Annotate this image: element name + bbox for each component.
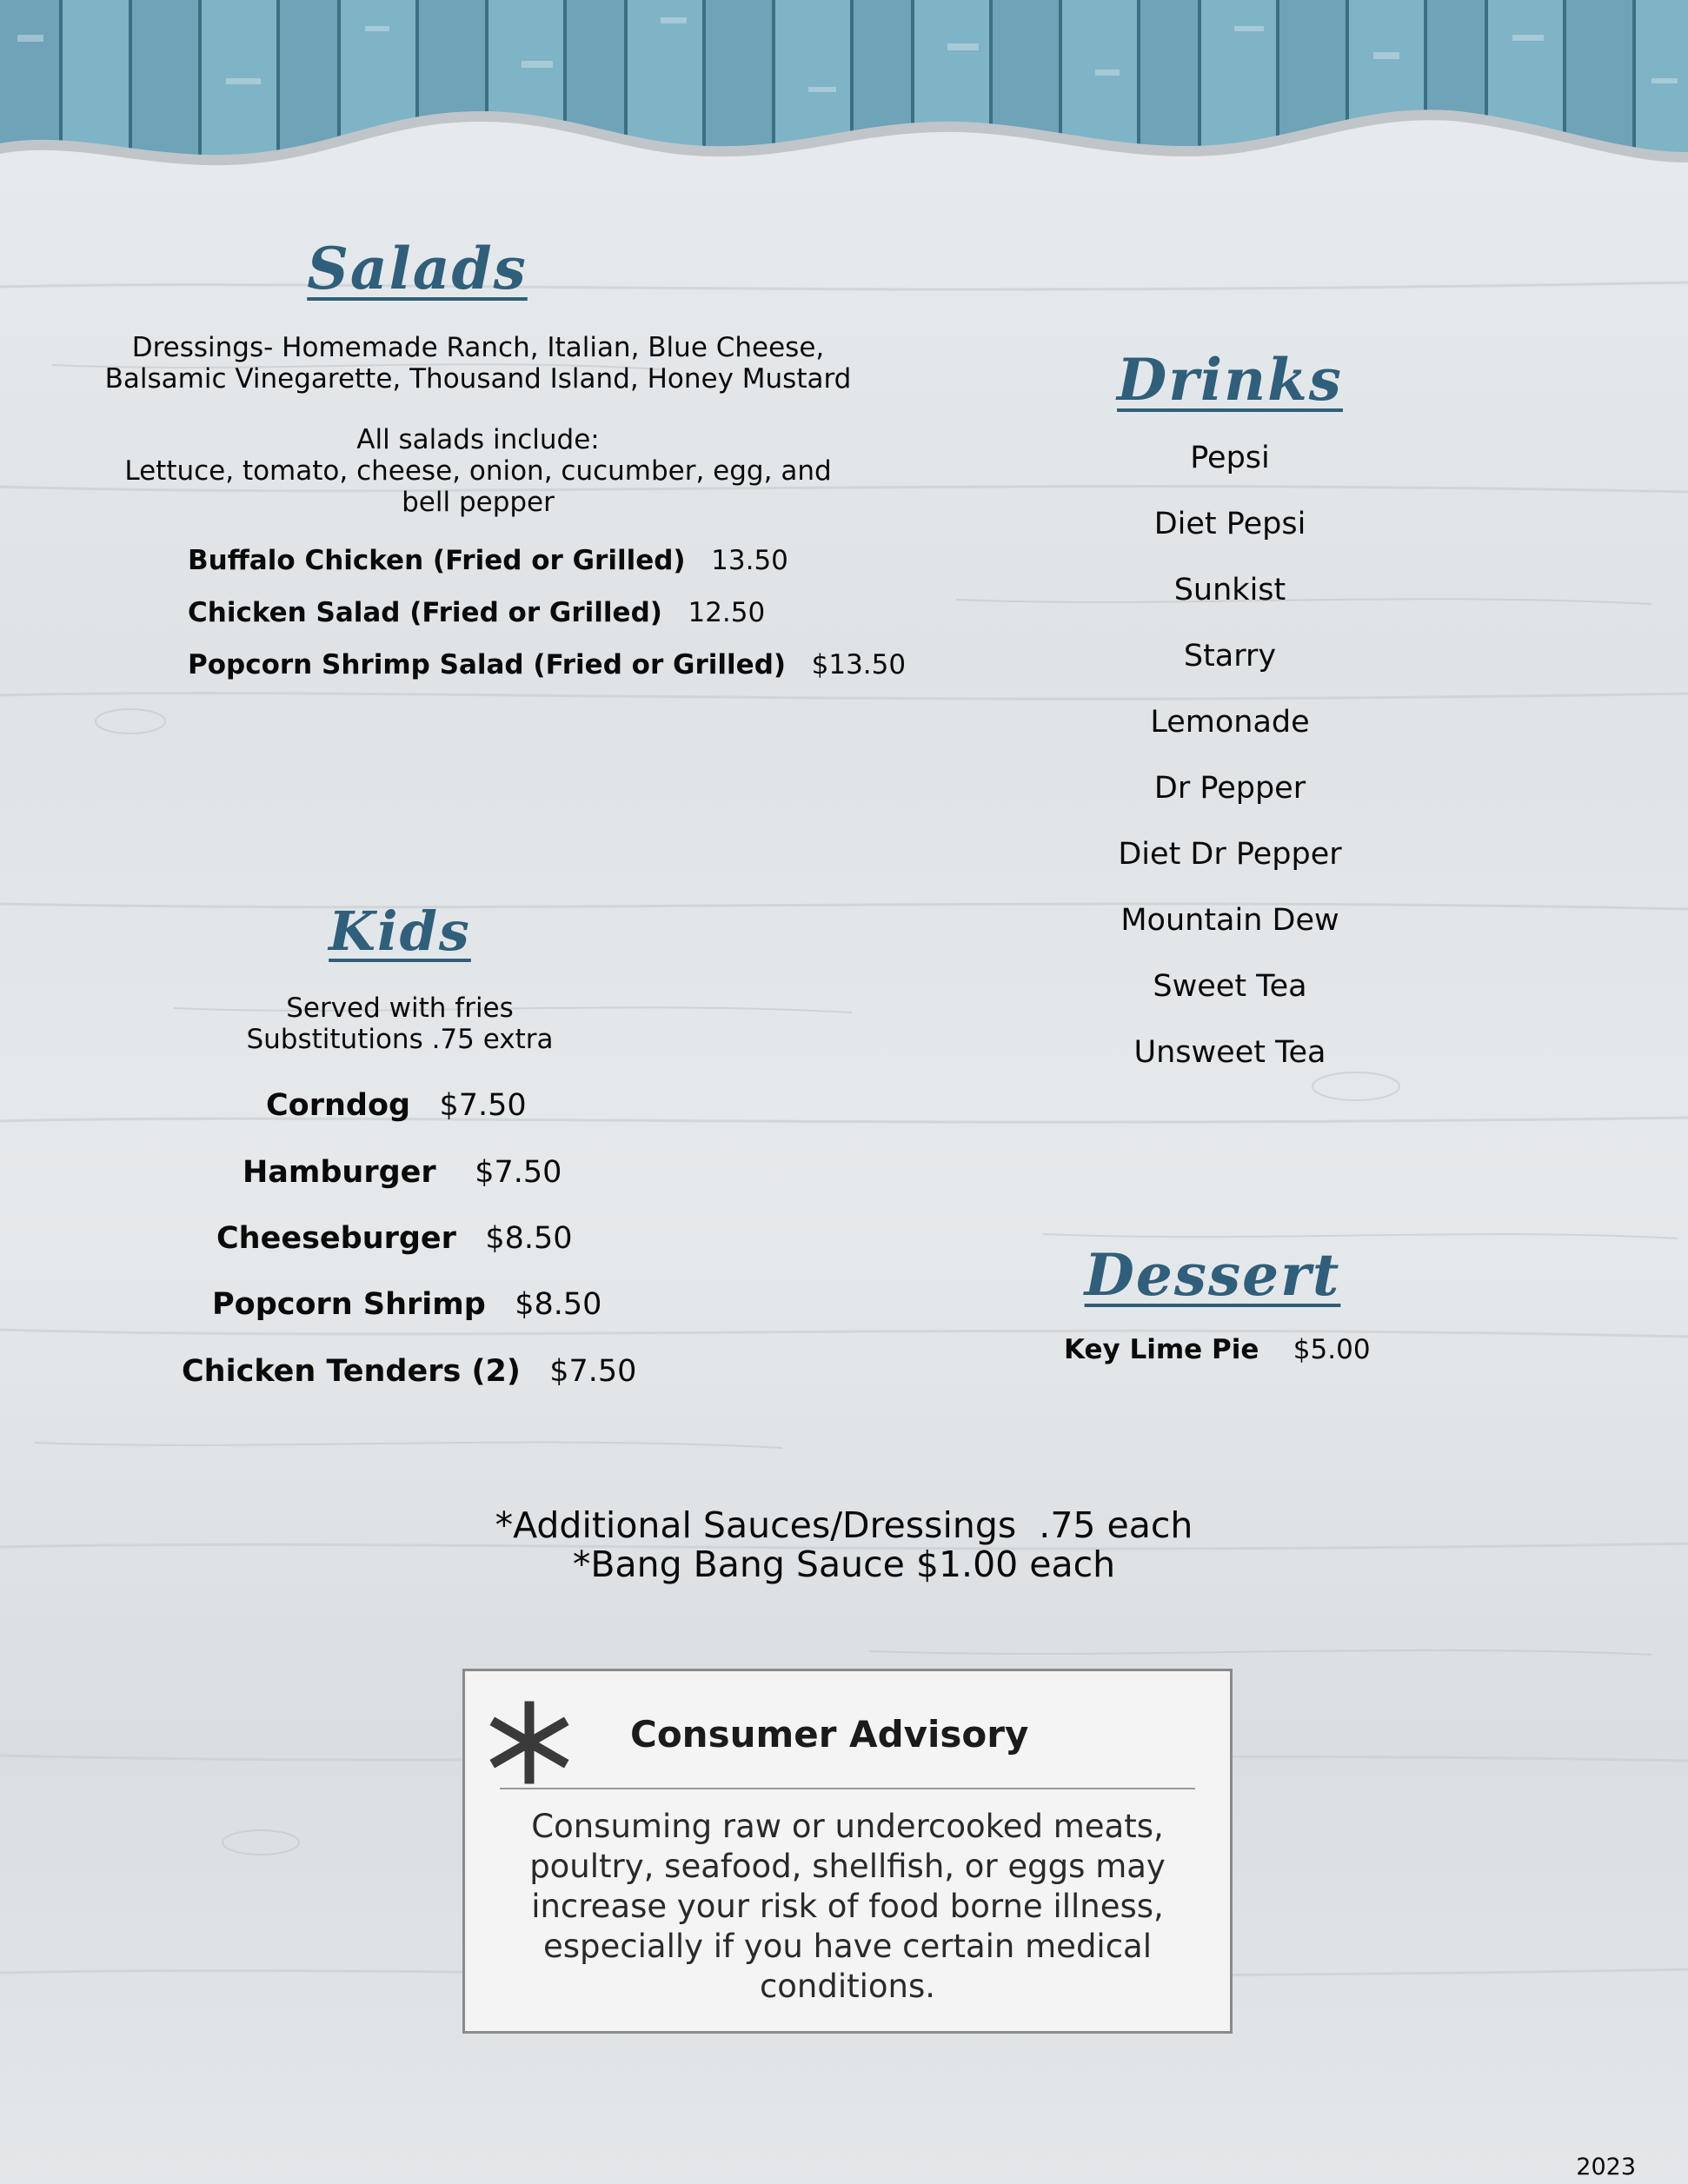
dessert-title: Dessert [1084,1241,1341,1309]
salads-dressings-line2: Balsamic Vinegarette, Thousand Island, Honey Mustard [104,363,852,395]
salad-item-price: 12.50 [688,597,766,628]
drinks-section [1034,346,1425,414]
dessert-section [1034,1241,1425,1309]
kids-item-price: $7.50 [549,1354,637,1389]
salads-dressings-line1: Dressings- Homemade Ranch, Italian, Blue Cheese, [131,332,825,363]
advisory-line: conditions. [759,1968,936,2005]
advisory-divider [500,1788,1195,1789]
salads-title: Salads [307,235,528,302]
salads-section [87,235,869,302]
drink-item: Mountain Dew [1120,903,1339,938]
kids-notes-line1: Served with fries [286,992,514,1024]
kids-item [182,1354,636,1389]
extras-line1: *Additional Sauces/Dressings .75 each [495,1504,1193,1546]
drinks-title: Drinks [1117,346,1343,414]
salad-item [188,597,765,628]
salads-dressings [87,332,869,395]
kids-item-name: Popcorn Shrimp [212,1287,486,1322]
kids-item [266,1088,527,1123]
drink-item: Diet Dr Pepper [1118,837,1342,872]
drink-item: Pepsi [1190,441,1270,475]
consumer-advisory-box [462,1669,1233,2034]
advisory-body [491,1807,1204,2007]
kids-item [216,1221,573,1256]
asterisk-icon [488,1701,571,1784]
advisory-line: increase your risk of food borne illness, [531,1888,1164,1925]
advisory-line: Consuming raw or undercooked meats, [531,1808,1164,1845]
salads-includes-line3: bell pepper [402,487,555,518]
kids-item-name: Chicken Tenders (2) [182,1354,521,1389]
advisory-title: Consumer Advisory [630,1713,1029,1756]
salad-item-price: $13.50 [811,649,907,680]
dessert-item-price: $5.00 [1293,1334,1371,1365]
advisory-line: especially if you have certain medical [542,1928,1153,1965]
kids-section [209,899,591,963]
kids-item-price: $8.50 [515,1287,602,1322]
extras-line2: *Bang Bang Sauce $1.00 each [572,1543,1116,1585]
drink-item: Sunkist [1173,573,1286,607]
drink-item: Sweet Tea [1153,969,1307,1004]
salads-includes-line1: All salads include: [356,424,600,455]
kids-title: Kids [329,899,471,963]
salad-item [188,545,788,576]
kids-item [212,1287,601,1322]
salads-includes [87,424,869,518]
salad-item-name: Chicken Salad (Fried or Grilled) [188,597,662,628]
salad-item-name: Buffalo Chicken (Fried or Grilled) [188,545,686,576]
kids-item-price: $7.50 [439,1088,527,1123]
kids-notes [209,992,591,1055]
salad-item [188,649,906,680]
drink-item: Lemonade [1150,705,1310,740]
kids-item-name: Cheeseburger [216,1221,456,1256]
footer-year: 2023 [1576,2154,1636,2181]
kids-item-price: $7.50 [475,1155,562,1190]
blue-plank-header [0,0,1688,209]
salad-item-price: 13.50 [711,545,788,576]
advisory-line: poultry, seafood, shellfish, or eggs may [529,1848,1166,1885]
drink-item: Diet Pepsi [1153,507,1306,541]
kids-item-name: Corndog [266,1088,411,1123]
kids-item [243,1155,562,1190]
drink-item: Dr Pepper [1153,771,1306,806]
drink-item: Unsweet Tea [1133,1035,1326,1070]
salad-item-name: Popcorn Shrimp Salad (Fried or Grilled) [188,649,787,680]
kids-notes-line2: Substitutions .75 extra [246,1024,554,1055]
kids-item-name: Hamburger [243,1155,436,1190]
dessert-item [1064,1334,1371,1365]
dessert-item-name: Key Lime Pie [1064,1334,1259,1365]
drink-item: Starry [1183,639,1277,674]
salads-includes-line2: Lettuce, tomato, cheese, onion, cucumber, egg, and [124,455,832,487]
kids-item-price: $8.50 [485,1221,573,1256]
